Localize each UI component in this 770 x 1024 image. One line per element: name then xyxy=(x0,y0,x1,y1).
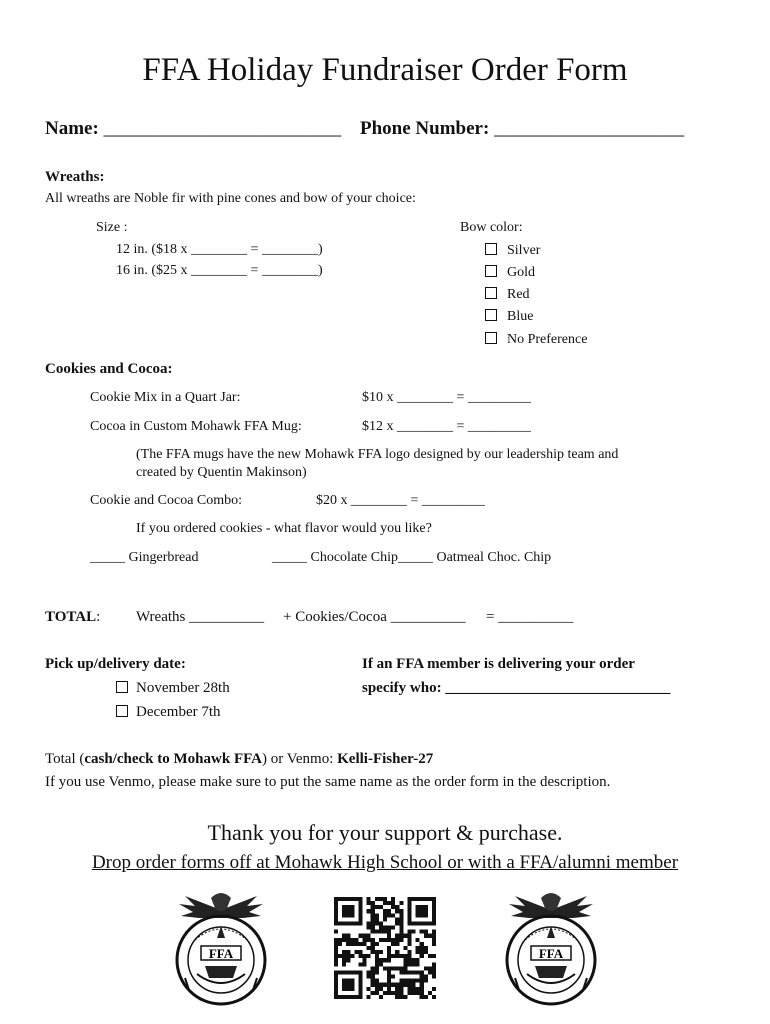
total-row xyxy=(45,609,100,626)
checkbox-icon[interactable] xyxy=(485,287,497,299)
phone-label: Phone Number: xyxy=(360,118,490,139)
cocoa-mug-label: Cocoa in Custom Mohawk FFA Mug: xyxy=(90,419,302,434)
bow-option-label: Silver xyxy=(507,243,541,258)
page-title: FFA Holiday Fundraiser Order Form xyxy=(142,52,628,88)
cookie-mix-price[interactable]: $10 x ________ = _________ xyxy=(362,390,531,405)
thank-you-text: Thank you for your support & purchase. xyxy=(207,820,563,845)
wreaths-description: All wreaths are Noble fir with pine cones and bow of your choice: xyxy=(45,191,416,206)
ffa-emblem-right xyxy=(505,888,597,1012)
payment-middle: ) or Venmo: xyxy=(262,751,338,767)
total-cookies[interactable]: + Cookies/Cocoa __________ xyxy=(283,609,466,625)
ffa-emblem-left xyxy=(175,888,267,1012)
name-row xyxy=(45,118,341,140)
cocoa-mug-price[interactable]: $12 x ________ = _________ xyxy=(362,419,531,434)
delivery-specify[interactable]: specify who: ______________________________ xyxy=(362,680,671,696)
checkbox-icon[interactable] xyxy=(485,243,497,255)
size-label: Size : xyxy=(96,220,128,235)
bow-option-label: Red xyxy=(507,287,530,302)
combo-price[interactable]: $20 x ________ = _________ xyxy=(316,493,485,508)
phone-row xyxy=(360,118,684,140)
delivery-heading: If an FFA member is delivering your order xyxy=(362,656,635,672)
dropoff-text xyxy=(0,852,770,874)
size-12in[interactable]: 12 in. ($18 x ________ = ________) xyxy=(116,242,323,257)
bow-option-label: Gold xyxy=(507,265,535,280)
dropoff-label: Drop order forms off at Mohawk High School or with a FFA/alumni member xyxy=(91,852,679,873)
bow-option-label: No Preference xyxy=(507,332,588,347)
name-label: Name: xyxy=(45,118,99,139)
combo-label: Cookie and Cocoa Combo: xyxy=(90,493,243,508)
bow-option-no-preference[interactable] xyxy=(485,332,587,348)
emblem-text: FFA xyxy=(538,946,564,961)
size-16in[interactable]: 16 in. ($25 x ________ = ________) xyxy=(116,263,323,278)
cookie-mix-label: Cookie Mix in a Quart Jar: xyxy=(90,390,241,405)
flavor-question: If you ordered cookies - what flavor would you like? xyxy=(136,521,432,536)
venmo-handle: Kelli-Fisher-27 xyxy=(337,751,434,767)
payment-prefix: Total ( xyxy=(45,751,85,767)
bow-option-red[interactable] xyxy=(485,287,530,303)
pickup-heading: Pick up/delivery date: xyxy=(45,656,186,672)
venmo-note: If you use Venmo, please make sure to put the same name as the order form in the description. xyxy=(45,774,611,790)
flavor-chocolate-oatmeal[interactable]: _____ Chocolate Chip_____ Oatmeal Choc. Chip xyxy=(272,550,552,565)
qr-code-icon xyxy=(334,897,436,999)
wreaths-heading: Wreaths: xyxy=(45,169,105,185)
cookies-heading: Cookies and Cocoa: xyxy=(45,361,173,377)
bow-option-label: Blue xyxy=(507,309,534,324)
checkbox-icon[interactable] xyxy=(116,681,128,693)
mug-note-line1: (The FFA mugs have the new Mohawk FFA logo designed by our leadership team and xyxy=(136,447,619,462)
total-colon: : xyxy=(96,609,101,625)
venmo-qr-code[interactable] xyxy=(334,897,436,999)
total-grand[interactable]: = __________ xyxy=(486,609,574,625)
pickup-date-label: December 7th xyxy=(136,704,221,720)
total-label: TOTAL xyxy=(45,609,97,625)
payment-line xyxy=(45,751,433,768)
total-wreaths[interactable]: Wreaths __________ xyxy=(136,609,265,625)
checkbox-icon[interactable] xyxy=(485,332,497,344)
checkbox-icon[interactable] xyxy=(485,309,497,321)
bow-option-blue[interactable] xyxy=(485,309,533,325)
ffa-emblem-icon xyxy=(505,888,597,1012)
phone-blank[interactable]: ____________________ xyxy=(494,118,685,139)
pickup-date-nov28[interactable] xyxy=(116,680,230,697)
ffa-emblem-icon xyxy=(175,888,267,1012)
checkbox-icon[interactable] xyxy=(116,705,128,717)
payment-method: cash/check to Mohawk FFA xyxy=(84,751,262,767)
bow-option-silver[interactable] xyxy=(485,243,540,259)
bow-option-gold[interactable] xyxy=(485,265,535,281)
bow-label: Bow color: xyxy=(460,220,523,235)
pickup-date-label: November 28th xyxy=(136,680,230,696)
pickup-date-dec7[interactable] xyxy=(116,704,221,721)
name-blank[interactable]: _________________________ xyxy=(103,118,342,139)
flavor-gingerbread[interactable]: _____ Gingerbread xyxy=(90,550,199,565)
emblem-text: FFA xyxy=(208,946,234,961)
mug-note-line2: created by Quentin Makinson) xyxy=(136,465,307,480)
checkbox-icon[interactable] xyxy=(485,265,497,277)
